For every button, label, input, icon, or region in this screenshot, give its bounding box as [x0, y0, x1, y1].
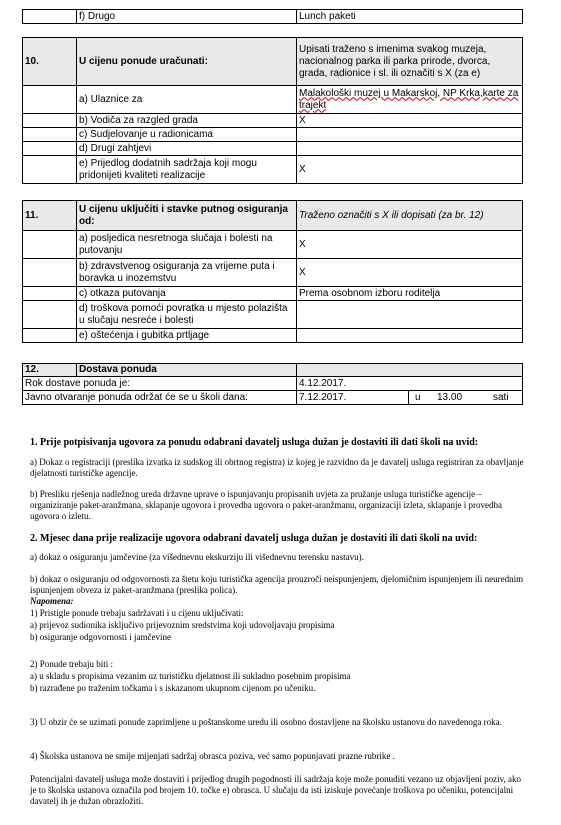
section-11-title: U cijenu uključiti i stavke putnog osiguranja od: — [77, 201, 297, 231]
p1-heading: 1. Prije potpisivanja ugovora za ponudu odabrani davatelj usluga dužan je dostaviti ili dati školi na uvid: — [30, 437, 479, 448]
section-12-title: Dostava ponuda — [77, 364, 297, 377]
section-10-row-value — [297, 142, 523, 156]
rok-value: 4.12.2017. — [297, 377, 523, 391]
n4: 4) Školska ustanova ne smije mijenjati sadržaj obrasca poziva, već samo popunjavati prazne rubrike . — [30, 751, 395, 761]
rok-label: Rok dostave ponuda je: — [23, 377, 297, 391]
section-11-row-value — [297, 301, 523, 329]
n1-a: a) prijevoz sudionika isključivo prijevoznim sredstvima koji udovoljavaju propisima — [30, 620, 335, 630]
section-10-row-label: c) Sudjelovanje u radionicama — [77, 128, 297, 142]
cell-empty — [23, 287, 77, 301]
cell-empty — [23, 128, 77, 142]
cell-empty — [23, 156, 77, 184]
javno-date: 7.12.2017. — [297, 391, 409, 405]
row-f-table — [22, 9, 523, 24]
section-10-row-label: d) Drugi zahtjevi — [77, 142, 297, 156]
section-11-row-value: X — [297, 259, 523, 287]
section-10-row-label: a) Ulaznice za — [77, 86, 297, 114]
section-11-row-label: a) posljedica nesretnoga slučaja i bolesti na putovanju — [77, 231, 297, 259]
row-f-label: f) Drugo — [77, 10, 297, 24]
javno-u: u — [415, 391, 421, 403]
section-11-row-label: e) oštećenja i gubitka prtljage — [77, 329, 297, 343]
section-10-row-value — [297, 128, 523, 142]
cell-empty — [23, 259, 77, 287]
section-11-table — [22, 200, 523, 343]
section-10-instruction: Upisati traženo s imenima svakog muzeja, nacionalnog parka ili parka prirode, dvorca, grada, radionice i sl. ili označiti s X (za e) — [297, 38, 523, 86]
section-10-row-value-text: Malakološki muzej u Makarskoj, NP Krka,karte za trajekt — [299, 87, 519, 111]
n3: 3) U obzir će se uzimati ponude zaprimljene u poštanskome uredu ili osobno dostavljene na školsku ustanovu do navedenoga roka. — [30, 717, 502, 727]
cell-empty — [23, 301, 77, 329]
section-10-row-value — [297, 86, 523, 114]
javno-sati: sati — [493, 391, 509, 403]
section-11-row-label: d) troškova pomoći povratka u mjesto polazišta u slučaju nesreće i bolesti — [77, 301, 297, 329]
section-12-table — [22, 363, 523, 405]
javno-label: Javno otvaranje ponuda održat će se u školi dana: — [23, 391, 297, 405]
section-10-title: U cijenu ponude uračunati: — [77, 38, 297, 86]
section-10-row-label: e) Prijedlog dodatnih sadržaja koji mogu pridonijeti kvaliteti realizacije — [77, 156, 297, 184]
n1-title: 1) Pristigle ponude trebaju sadržavati i u cijenu uključivati: — [30, 608, 244, 618]
section-10-number: 10. — [23, 38, 77, 86]
cell-empty — [23, 86, 77, 114]
row-f-value: Lunch paketi — [297, 10, 523, 24]
section-10-table — [22, 37, 523, 184]
section-10-row-value: X — [297, 156, 523, 184]
napomena-line: Napomena: — [30, 596, 74, 606]
cell-empty — [297, 364, 523, 377]
section-12-number: 12. — [23, 364, 77, 377]
section-11-instruction: Traženo označiti s X ili dopisati (za br. 12) — [297, 201, 523, 231]
cell-empty — [23, 231, 77, 259]
section-10-row-label: b) Vodiča za razgled grada — [77, 114, 297, 128]
p2-a: a) dokaz o osiguranju jamčevine (za višednevnu ekskurziju ili višednevnu terensku nastavu). — [30, 552, 364, 562]
section-10-row-value: X — [297, 114, 523, 128]
javno-time-cell — [409, 391, 523, 405]
javno-time: 13.00 — [437, 391, 463, 403]
p1-b: b) Presliku rješenja nadležnog ureda državne uprave o ispunjavanju propisanih uvjeta za pružanje usluga turističke agencije – organiziranje paket-aranžmana, sklapanje ugovora i provedba ugovora o paket-aranžmanu, organizaciji izleta, sklapanje i provedba ugovora o izletu. — [30, 489, 502, 521]
section-11-row-label: c) otkaza putovanja — [77, 287, 297, 301]
cell-empty — [23, 142, 77, 156]
n2-a: a) u skladu s propisima vezanim uz turističku djelatnost ili sukladno posebnim propisima — [30, 671, 351, 681]
section-11-row-label: b) zdravstvenog osiguranja za vrijeme puta i boravka u inozemstvu — [77, 259, 297, 287]
n2-title: 2) Ponude trebaju biti : — [30, 659, 113, 669]
cell-empty — [23, 329, 77, 343]
p1-a: a) Dokaz o registraciji (preslika izvatka iz sudskog ili obrtnog registra) iz kojeg je razvidno da je davatelj usluga registriran za obavljanje djelatnosti turističke agencije. — [30, 457, 524, 478]
cell-empty — [23, 10, 77, 24]
n2-b: b) razrađene po traženim točkama i s iskazanom ukupnom cijenom po učeniku. — [30, 683, 316, 693]
napomena-label: Napomena — [30, 596, 71, 606]
section-11-row-value: Prema osobnom izboru roditelja — [297, 287, 523, 301]
section-11-number: 11. — [23, 201, 77, 231]
cell-empty — [23, 114, 77, 128]
n5: Potencijalni davatelj usluga može dostaviti i prijedlog drugih pogodnosti ili sadržaja koje može ponuditi vezano uz objavljeni poziv, ako je to školska ustanova označila pod brojem 10. točke e) obrasca. U slučaju da isti iziskuje povećanje troškova po učeniku, potencijalni davatelj ih je dužan obrazložiti. — [30, 774, 522, 806]
n1-b: b) osiguranje odgovornosti i jamčevine — [30, 632, 171, 642]
p2-b: b) dokaz o osiguranju od odgovornosti za štetu koju turistička agencija prouzroči neispunjenjem, djelomičnim ispunjenjem ili neurednim ispunjenjem obveza iz paket-aranžmana (preslika polica). — [30, 574, 524, 595]
section-11-row-value: X — [297, 231, 523, 259]
p2-heading: 2. Mjesec dana prije realizacije ugovora odabrani davatelj usluga dužan je dostaviti ili dati školi na uvid: — [30, 533, 478, 544]
section-11-row-value — [297, 329, 523, 343]
